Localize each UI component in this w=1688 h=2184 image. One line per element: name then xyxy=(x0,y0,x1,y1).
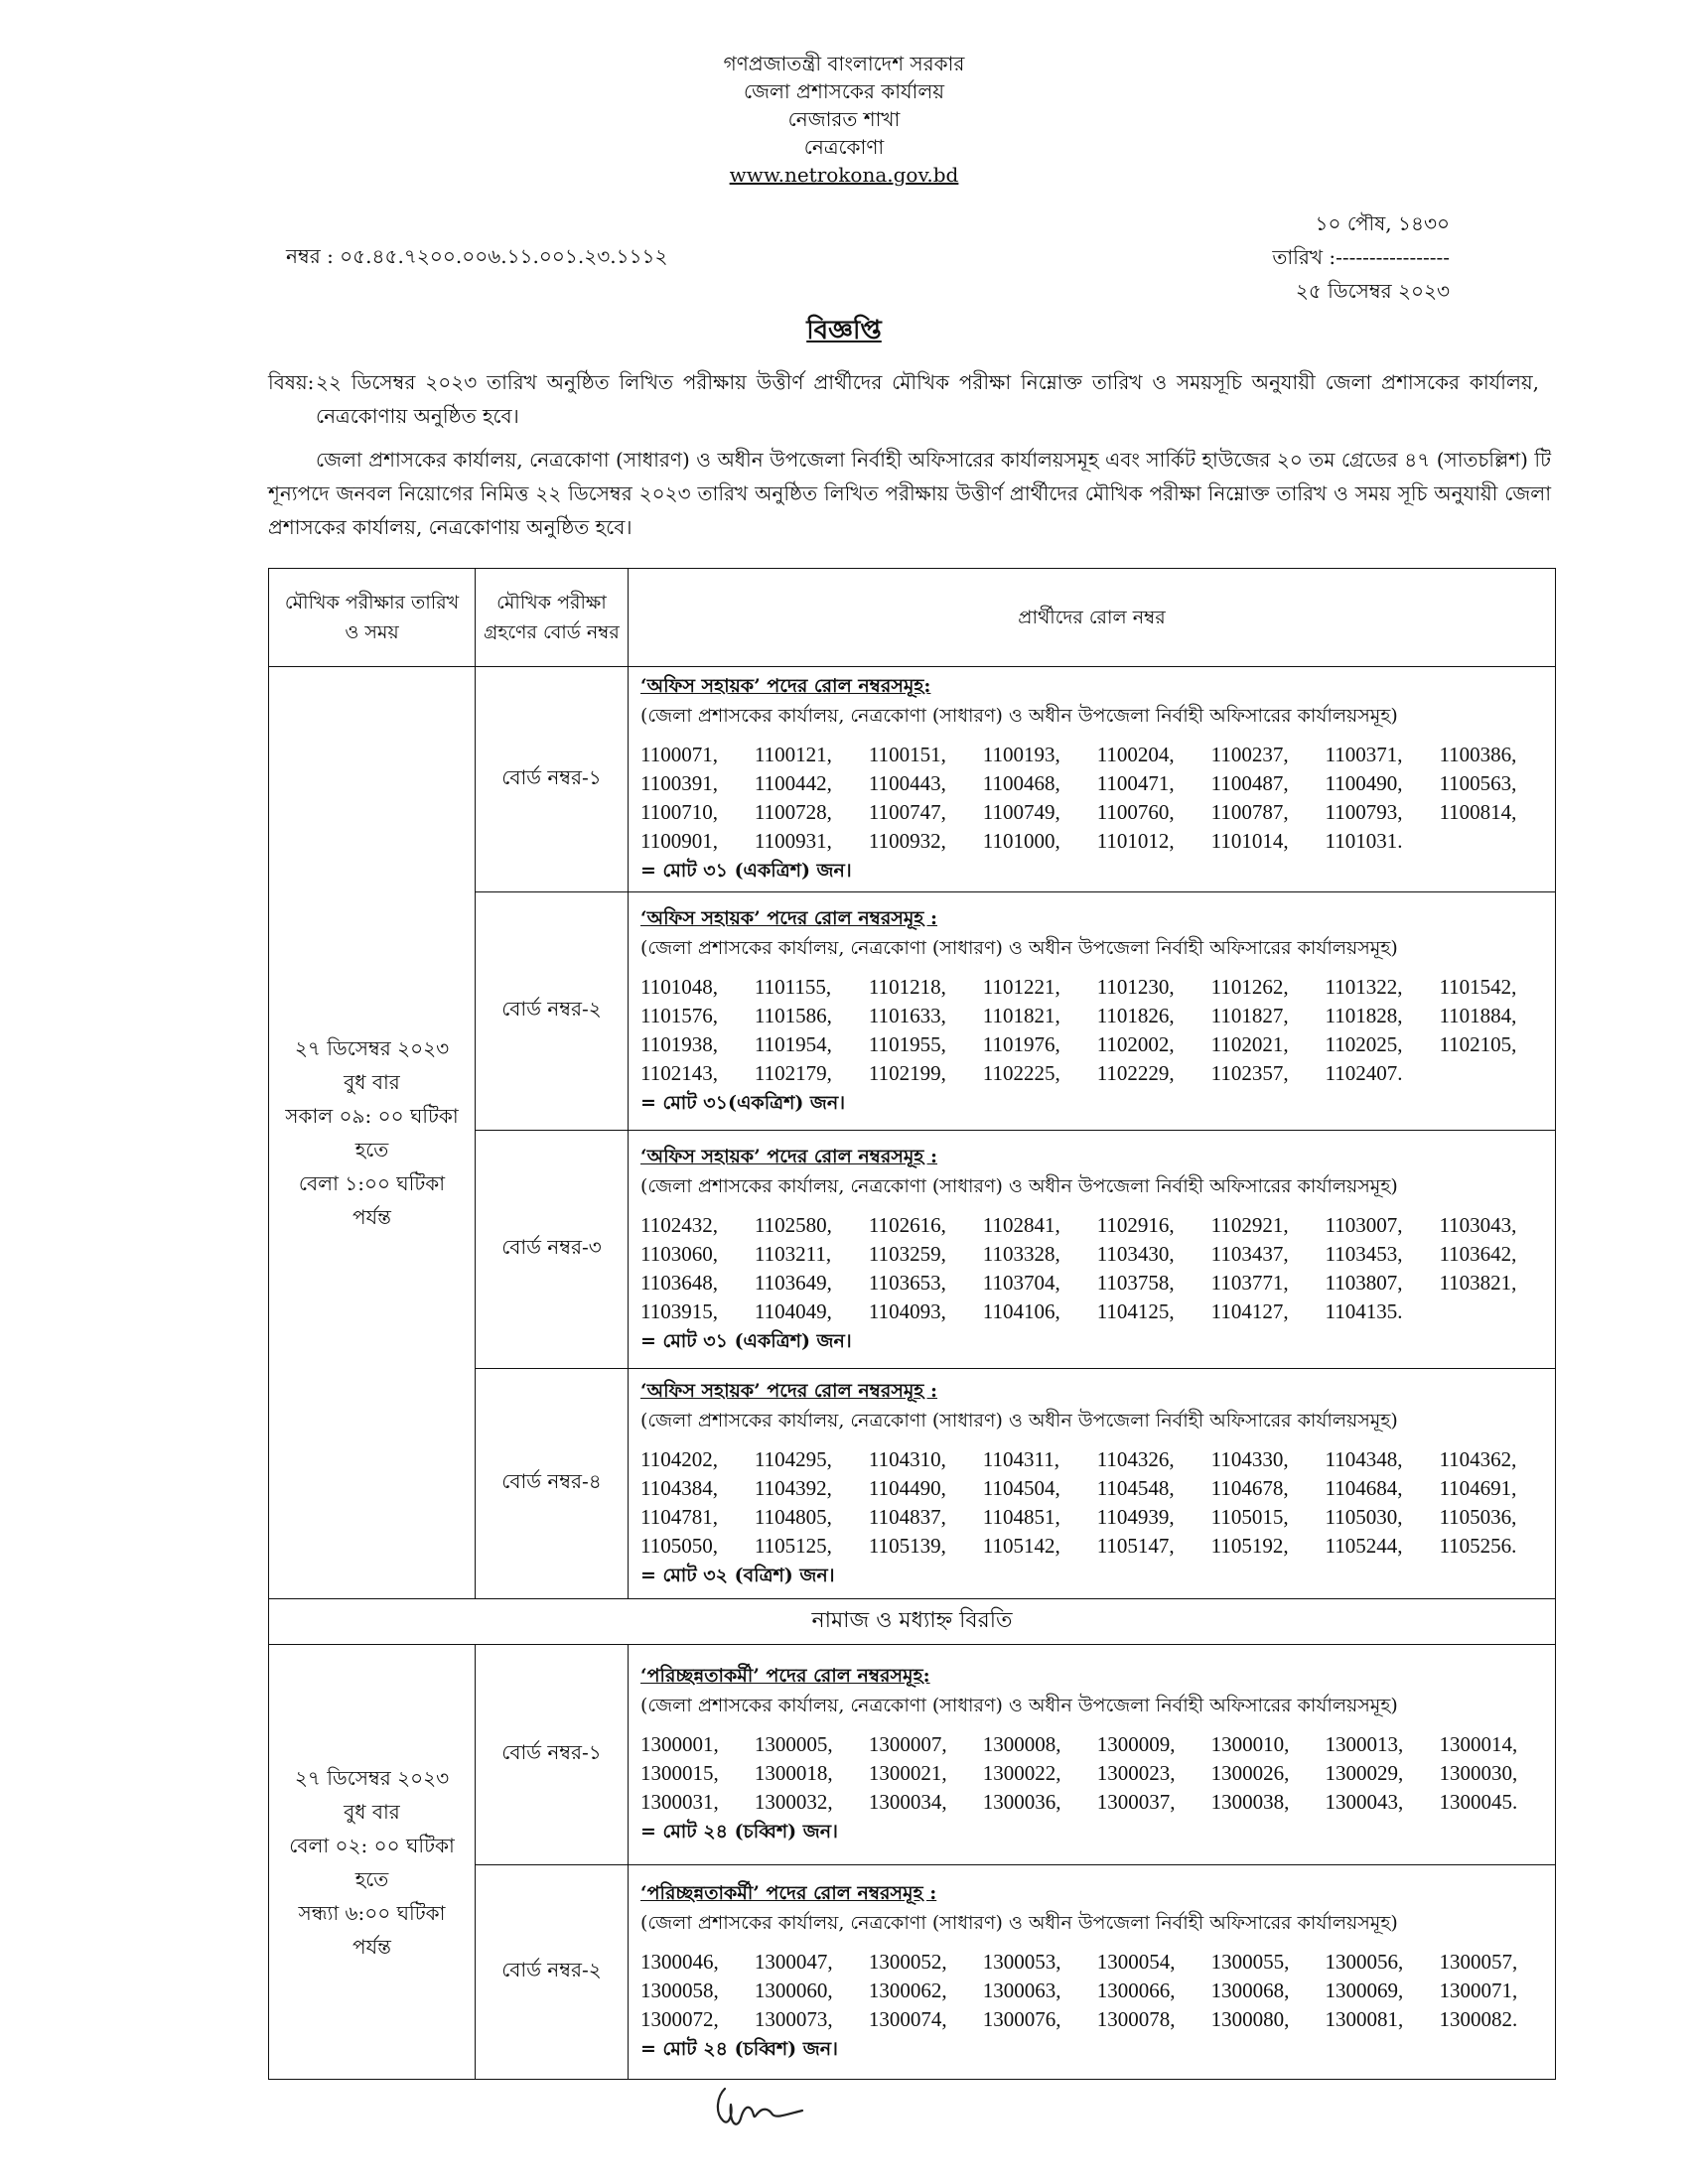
slot-line: হতে xyxy=(354,1866,389,1891)
roll-number: 1105192, xyxy=(1210,1533,1289,1558)
roll-number: 1100793, xyxy=(1325,800,1403,824)
roll-number: 1104362, xyxy=(1439,1446,1517,1471)
roll-number: 1103807, xyxy=(1325,1270,1403,1295)
roll-number: 1100710, xyxy=(640,800,718,824)
roll-number: 1300069, xyxy=(1325,1979,1404,2002)
roll-number: 1300021, xyxy=(868,1761,947,1785)
roll-number: 1300053, xyxy=(982,1950,1061,1974)
roll-number: 1100391, xyxy=(640,771,718,795)
roll-number: 1104504, xyxy=(982,1475,1060,1500)
roll-number: 1105125, xyxy=(754,1533,832,1558)
roll-number: 1100204, xyxy=(1096,743,1175,766)
roll-number: 1300038, xyxy=(1210,1790,1290,1814)
total-count: = মোট ৩১ (একত্রিশ) জন। xyxy=(640,1329,852,1352)
roll-number: 1300062, xyxy=(868,1979,947,2002)
roll-number: 1101014, xyxy=(1210,829,1289,853)
roll-number: 1300076, xyxy=(982,2007,1061,2031)
slot-cell xyxy=(269,1645,476,2080)
roll-number: 1100901, xyxy=(640,829,718,853)
date-english: ২৫ ডিসেম্বর ২০২৩ xyxy=(1295,279,1450,303)
govt-name: গণপ্রজাতন্ত্রী বাংলাদেশ সরকার xyxy=(723,52,965,75)
roll-number: 1102021, xyxy=(1210,1031,1289,1056)
roll-number: 1100193, xyxy=(982,743,1060,766)
office-line: (জেলা প্রশাসকের কার্যালয়, নেত্রকোণা (সাধারণ) ও অধীন উপজেলা নির্বাহী অফিসারের কার্যালয়সমূহ) xyxy=(640,1912,1398,1934)
roll-number: 1104548, xyxy=(1096,1475,1175,1500)
roll-number: 1102105, xyxy=(1439,1031,1517,1056)
roll-number: 1102225, xyxy=(982,1060,1060,1085)
roll-number: 1100443, xyxy=(868,771,946,795)
roll-number: 1104939, xyxy=(1096,1504,1175,1529)
roll-list xyxy=(640,1730,1543,1817)
roll-number: 1104106, xyxy=(982,1298,1060,1323)
roll-number: 1102841, xyxy=(982,1212,1060,1237)
roll-number: 1100121, xyxy=(754,743,832,766)
board-row xyxy=(269,1645,1556,1865)
slot-line: বেলা ০২: ০০ ঘটিকা xyxy=(289,1833,455,1857)
post-title: ‘পরিচ্ছন্নতাকর্মী’ পদের রোল নম্বরসমূহ : xyxy=(640,1882,937,1904)
roll-number: 1104093, xyxy=(868,1298,946,1323)
slot-line: সকাল ০৯: ০০ ঘটিকা xyxy=(285,1104,459,1128)
roll-number: 1104384, xyxy=(640,1475,718,1500)
roll-number: 1103453, xyxy=(1325,1241,1403,1266)
roll-number: 1100371, xyxy=(1325,743,1403,766)
post-title: ‘অফিস সহায়ক’ পদের রোল নম্বরসমূহ: xyxy=(640,675,931,697)
slot-line: বুধ বার xyxy=(344,1799,400,1824)
total-count: = মোট ২৪ (চব্বিশ) জন। xyxy=(640,2038,838,2060)
break-text: নামাজ ও মধ্যাহ্ন বিরতি xyxy=(269,1599,1556,1645)
roll-number: 1103328, xyxy=(982,1241,1060,1266)
roll-number: 1300034, xyxy=(868,1790,947,1814)
roll-number: 1300001, xyxy=(640,1732,719,1756)
office-line: (জেলা প্রশাসকের কার্যালয়, নেত্রকোণা (সাধারণ) ও অধীন উপজেলা নির্বাহী অফিসারের কার্যালয়সমূহ) xyxy=(640,1409,1398,1432)
board-number: বোর্ড নম্বর-২ xyxy=(476,892,629,1131)
roll-number: 1101322, xyxy=(1325,974,1403,999)
roll-number: 1300029, xyxy=(1325,1761,1404,1785)
roll-number: 1101230, xyxy=(1096,974,1175,999)
roll-number: 1103649, xyxy=(754,1270,832,1295)
table-header-row xyxy=(269,569,1556,667)
roll-number: 1300037, xyxy=(1096,1790,1176,1814)
roll-number: 1100386, xyxy=(1439,743,1517,766)
roll-number: 1105139, xyxy=(868,1533,946,1558)
signature xyxy=(707,2075,826,2134)
office-header xyxy=(0,50,1688,189)
roll-number: 1105147, xyxy=(1096,1533,1175,1558)
roll-number: 1104311, xyxy=(982,1446,1059,1471)
roll-number: 1103060, xyxy=(640,1241,718,1266)
roll-number: 1300031, xyxy=(640,1790,719,1814)
roll-number: 1300009, xyxy=(1096,1732,1176,1756)
roll-number: 1300005, xyxy=(754,1732,833,1756)
roll-number: 1101262, xyxy=(1210,974,1289,999)
roll-number: 1103648, xyxy=(640,1270,718,1295)
roll-number: 1300030, xyxy=(1439,1761,1518,1785)
roll-number: 1300080, xyxy=(1210,2007,1290,2031)
roll-number: 1102921, xyxy=(1210,1212,1289,1237)
slot-cell xyxy=(269,667,476,1599)
roll-list xyxy=(640,741,1543,856)
roll-number: 1104330, xyxy=(1210,1446,1289,1471)
roll-number: 1102002, xyxy=(1096,1031,1175,1056)
roll-number: 1101938, xyxy=(640,1031,718,1056)
roll-numbers-cell xyxy=(629,1865,1556,2080)
body-paragraph: জেলা প্রশাসকের কার্যালয়, নেত্রকোণা (সাধারণ) ও অধীন উপজেলা নির্বাহী অফিসারের কার্যালয়সমূহ এবং সার্কিট হাউজের ২০ তম গ্রেডের ৪৭ (সাতচল্লিশ) টি শূন্যপদে জনবল নিয়োগের নিমিত্ত ২২ ডিসেম্বর ২০২৩ তারিখ অনুষ্ঠিত লিখিত পরীক্ষায় উত্তীর্ণ প্রার্থীদের মৌখিক পরীক্ষা নিম্নোক্ত তারিখ ও সময় সূচি অনুযায়ী জেলা প্রশাসকের কার্যালয়, নেত্রকোণায় অনুষ্ঠিত হবে। xyxy=(268,448,1551,539)
board-number: বোর্ড নম্বর-৩ xyxy=(476,1131,629,1369)
roll-number: 1104310, xyxy=(868,1446,946,1471)
roll-number: 1104392, xyxy=(754,1475,832,1500)
roll-number: 1101827, xyxy=(1210,1003,1289,1027)
roll-number: 1105142, xyxy=(982,1533,1060,1558)
post-title: ‘অফিস সহায়ক’ পদের রোল নম্বরসমূহ : xyxy=(640,906,938,929)
roll-number: 1300015, xyxy=(640,1761,719,1785)
roll-number: 1300052, xyxy=(868,1950,947,1974)
post-title: ‘পরিচ্ছন্নতাকর্মী’ পদের রোল নম্বরসমূহ: xyxy=(640,1665,930,1687)
roll-number: 1101586, xyxy=(754,1003,832,1027)
schedule-body xyxy=(269,667,1556,2080)
memo-number: নম্বর : ০৫.৪৫.৭২০০.০০৬.১১.০০১.২৩.১১১২ xyxy=(286,244,668,268)
roll-list xyxy=(640,1948,1543,2034)
roll-number: 1101884, xyxy=(1439,1003,1517,1027)
subject-block xyxy=(268,365,1539,433)
roll-number: 1300026, xyxy=(1210,1761,1290,1785)
roll-number: 1101031. xyxy=(1325,829,1403,853)
section-name: নেজারত শাখা xyxy=(787,107,901,131)
roll-number: 1100468, xyxy=(982,771,1060,795)
roll-number: 1300008, xyxy=(982,1732,1061,1756)
roll-number: 1300066, xyxy=(1096,1979,1176,2002)
roll-number: 1100747, xyxy=(868,800,946,824)
roll-number: 1103437, xyxy=(1210,1241,1289,1266)
office-line: (জেলা প্রশাসকের কার্যালয়, নেত্রকোণা (সাধারণ) ও অধীন উপজেলা নির্বাহী অফিসারের কার্যালয়সমূহ) xyxy=(640,1695,1398,1716)
slot-line: সন্ধ্যা ৬:০০ ঘটিকা xyxy=(298,1900,446,1925)
roll-number: 1103642, xyxy=(1439,1241,1517,1266)
roll-number: 1300057, xyxy=(1439,1950,1518,1974)
roll-number: 1300074, xyxy=(868,2007,947,2031)
roll-number: 1100237, xyxy=(1210,743,1289,766)
total-count: = মোট ৩২ (বত্রিশ) জন। xyxy=(640,1564,835,1586)
roll-number: 1103758, xyxy=(1096,1270,1175,1295)
roll-number: 1105030, xyxy=(1325,1504,1403,1529)
roll-number: 1102025, xyxy=(1325,1031,1403,1056)
roll-number: 1104135. xyxy=(1325,1298,1403,1323)
date-label: তারিখ :----------------- xyxy=(1272,245,1450,269)
roll-number: 1103259, xyxy=(868,1241,946,1266)
roll-number: 1104805, xyxy=(754,1504,832,1529)
roll-number: 1101976, xyxy=(982,1031,1060,1056)
roll-number: 1104691, xyxy=(1439,1475,1517,1500)
roll-number: 1104490, xyxy=(868,1475,946,1500)
roll-number: 1102432, xyxy=(640,1212,718,1237)
roll-numbers-cell xyxy=(629,1645,1556,1865)
roll-number: 1100071, xyxy=(640,743,718,766)
roll-number: 1101048, xyxy=(640,974,718,999)
board-number: বোর্ড নম্বর-১ xyxy=(476,1645,629,1865)
roll-number: 1300018, xyxy=(754,1761,833,1785)
roll-number: 1300046, xyxy=(640,1950,719,1974)
roll-number: 1300054, xyxy=(1096,1950,1176,1974)
roll-number: 1103915, xyxy=(640,1298,718,1323)
notice-title: বিজ্ঞপ্তি xyxy=(806,316,882,345)
roll-number: 1300047, xyxy=(754,1950,833,1974)
roll-number: 1104049, xyxy=(754,1298,832,1323)
roll-number: 1100760, xyxy=(1096,800,1175,824)
roll-number: 1300060, xyxy=(754,1979,833,2002)
roll-number: 1102916, xyxy=(1096,1212,1175,1237)
slot-line: পর্যন্ত xyxy=(352,1205,391,1229)
roll-number: 1300036, xyxy=(982,1790,1061,1814)
roll-number: 1104837, xyxy=(868,1504,946,1529)
roll-number: 1104851, xyxy=(982,1504,1060,1529)
roll-number: 1100749, xyxy=(982,800,1060,824)
roll-number: 1100932, xyxy=(868,829,946,853)
roll-number: 1101000, xyxy=(982,829,1060,853)
roll-number: 1101955, xyxy=(868,1031,946,1056)
office-line: (জেলা প্রশাসকের কার্যালয়, নেত্রকোণা (সাধারণ) ও অধীন উপজেলা নির্বাহী অফিসারের কার্যালয়সমূহ) xyxy=(640,936,1398,959)
header-roll-numbers: প্রার্থীদের রোল নম্বর xyxy=(629,569,1556,667)
roll-numbers-cell xyxy=(629,1369,1556,1599)
roll-number: 1101218, xyxy=(868,974,946,999)
date-bangla: ১০ পৌষ, ১৪৩০ xyxy=(1315,211,1450,235)
roll-number: 1100563, xyxy=(1439,771,1517,795)
roll-number: 1101828, xyxy=(1325,1003,1403,1027)
roll-spacer xyxy=(1439,1059,1543,1088)
roll-number: 1103821, xyxy=(1439,1270,1517,1295)
roll-number: 1105244, xyxy=(1325,1533,1403,1558)
roll-spacer xyxy=(1439,1297,1543,1326)
roll-number: 1104781, xyxy=(640,1504,718,1529)
roll-number: 1300058, xyxy=(640,1979,719,2002)
roll-number: 1101542, xyxy=(1439,974,1517,999)
subject-text: ২২ ডিসেম্বর ২০২৩ তারিখ অনুষ্ঠিত লিখিত পরীক্ষায় উত্তীর্ণ প্রার্থীদের মৌখিক পরীক্ষা নিম্নোক্ত তারিখ ও সময়সূচি অনুযায়ী জেলা প্রশাসকের কার্যালয়, নেত্রকোণায় অনুষ্ঠিত হবে। xyxy=(316,370,1539,428)
total-count: = মোট ৩১(একত্রিশ) জন। xyxy=(640,1091,846,1114)
office-line: (জেলা প্রশাসকের কার্যালয়, নেত্রকোণা (সাধারণ) ও অধীন উপজেলা নির্বাহী অফিসারের কার্যালয়সমূহ) xyxy=(640,1174,1398,1197)
roll-number: 1102407. xyxy=(1325,1060,1403,1085)
roll-number: 1104125, xyxy=(1096,1298,1175,1323)
office-name: জেলা প্রশাসকের কার্যালয় xyxy=(743,79,945,103)
roll-number: 1103653, xyxy=(868,1270,946,1295)
roll-list xyxy=(640,1445,1543,1561)
roll-number: 1103771, xyxy=(1210,1270,1289,1295)
roll-number: 1100487, xyxy=(1210,771,1289,795)
roll-number: 1100728, xyxy=(754,800,832,824)
roll-number: 1101633, xyxy=(868,1003,946,1027)
roll-number: 1300022, xyxy=(982,1761,1061,1785)
district-name: নেত্রকোণা xyxy=(803,135,885,159)
roll-number: 1104678, xyxy=(1210,1475,1289,1500)
roll-number: 1104202, xyxy=(640,1446,718,1471)
header-date-time: মৌখিক পরীক্ষার তারিখ ও সময় xyxy=(269,569,476,667)
roll-number: 1101155, xyxy=(754,974,832,999)
slot-line: বেলা ১:০০ ঘটিকা xyxy=(298,1171,446,1195)
roll-number: 1101954, xyxy=(754,1031,832,1056)
roll-numbers-cell xyxy=(629,667,1556,892)
roll-number: 1300071, xyxy=(1439,1979,1518,2002)
roll-number: 1300007, xyxy=(868,1732,947,1756)
post-title: ‘অফিস সহায়ক’ পদের রোল নম্বরসমূহ : xyxy=(640,1145,938,1167)
roll-list xyxy=(640,1211,1543,1326)
roll-numbers-cell xyxy=(629,892,1556,1131)
roll-number: 1104326, xyxy=(1096,1446,1175,1471)
roll-number: 1100787, xyxy=(1210,800,1289,824)
roll-number: 1101012, xyxy=(1096,829,1175,853)
roll-number: 1103430, xyxy=(1096,1241,1175,1266)
roll-number: 1300010, xyxy=(1210,1732,1290,1756)
roll-number: 1100814, xyxy=(1439,800,1517,824)
roll-number: 1105036, xyxy=(1439,1504,1517,1529)
roll-number: 1300068, xyxy=(1210,1979,1290,2002)
office-line: (জেলা প্রশাসকের কার্যালয়, নেত্রকোণা (সাধারণ) ও অধীন উপজেলা নির্বাহী অফিসারের কার্যালয়সমূহ) xyxy=(640,705,1398,727)
total-count: = মোট ২৪ (চব্বিশ) জন। xyxy=(640,1821,838,1843)
roll-number: 1103007, xyxy=(1325,1212,1403,1237)
board-number: বোর্ড নম্বর-৪ xyxy=(476,1369,629,1599)
roll-number: 1102357, xyxy=(1210,1060,1289,1085)
date-block xyxy=(1132,206,1450,308)
website-link[interactable]: www.netrokona.gov.bd xyxy=(729,163,959,187)
roll-number: 1103211, xyxy=(754,1241,832,1266)
roll-number: 1105256. xyxy=(1439,1533,1517,1558)
roll-number: 1300056, xyxy=(1325,1950,1404,1974)
roll-number: 1300032, xyxy=(754,1790,833,1814)
roll-number: 1300023, xyxy=(1096,1761,1176,1785)
roll-number: 1101821, xyxy=(982,1003,1060,1027)
break-row xyxy=(269,1599,1556,1645)
roll-number: 1300013, xyxy=(1325,1732,1404,1756)
roll-number: 1300082. xyxy=(1439,2007,1518,2031)
roll-number: 1104295, xyxy=(754,1446,832,1471)
roll-number: 1100490, xyxy=(1325,771,1403,795)
roll-number: 1104127, xyxy=(1210,1298,1289,1323)
roll-number: 1300055, xyxy=(1210,1950,1290,1974)
roll-number: 1102143, xyxy=(640,1060,718,1085)
slot-line: পর্যন্ত xyxy=(352,1934,391,1959)
board-number: বোর্ড নম্বর-২ xyxy=(476,1865,629,2080)
roll-number: 1104684, xyxy=(1325,1475,1403,1500)
roll-list xyxy=(640,973,1543,1088)
subject-label: বিষয়: xyxy=(268,370,315,394)
slot-line: হতে xyxy=(354,1138,389,1161)
roll-number: 1300081, xyxy=(1325,2007,1404,2031)
roll-number: 1102199, xyxy=(868,1060,946,1085)
roll-number: 1105050, xyxy=(640,1533,718,1558)
roll-number: 1300045. xyxy=(1439,1790,1518,1814)
roll-number: 1102229, xyxy=(1096,1060,1175,1085)
roll-number: 1100151, xyxy=(868,743,946,766)
roll-numbers-cell xyxy=(629,1131,1556,1369)
roll-number: 1300043, xyxy=(1325,1790,1404,1814)
total-count: = মোট ৩১ (একত্রিশ) জন। xyxy=(640,860,852,882)
roll-number: 1103043, xyxy=(1439,1212,1517,1237)
roll-number: 1100471, xyxy=(1096,771,1175,795)
roll-number: 1100442, xyxy=(754,771,832,795)
header-board-number: মৌখিক পরীক্ষা গ্রহণের বোর্ড নম্বর xyxy=(476,569,629,667)
roll-number: 1100931, xyxy=(754,829,832,853)
roll-spacer xyxy=(1439,827,1543,856)
roll-number: 1101221, xyxy=(982,974,1060,999)
roll-number: 1103704, xyxy=(982,1270,1060,1295)
board-row xyxy=(269,667,1556,892)
roll-number: 1102616, xyxy=(868,1212,946,1237)
board-number: বোর্ড নম্বর-১ xyxy=(476,667,629,892)
roll-number: 1102580, xyxy=(754,1212,832,1237)
roll-number: 1101826, xyxy=(1096,1003,1175,1027)
slot-line: ২৭ ডিসেম্বর ২০২৩ xyxy=(294,1765,450,1790)
roll-number: 1300078, xyxy=(1096,2007,1176,2031)
roll-number: 1102179, xyxy=(754,1060,832,1085)
roll-number: 1101576, xyxy=(640,1003,718,1027)
slot-line: ২৭ ডিসেম্বর ২০২৩ xyxy=(294,1036,450,1060)
roll-number: 1104348, xyxy=(1325,1446,1403,1471)
roll-number: 1300014, xyxy=(1439,1732,1518,1756)
roll-number: 1105015, xyxy=(1210,1504,1289,1529)
schedule-table xyxy=(268,568,1556,2080)
roll-number: 1300072, xyxy=(640,2007,719,2031)
roll-number: 1300073, xyxy=(754,2007,833,2031)
roll-number: 1300063, xyxy=(982,1979,1061,2002)
slot-line: বুধ বার xyxy=(344,1070,400,1094)
post-title: ‘অফিস সহায়ক’ পদের রোল নম্বরসমূহ : xyxy=(640,1379,938,1402)
